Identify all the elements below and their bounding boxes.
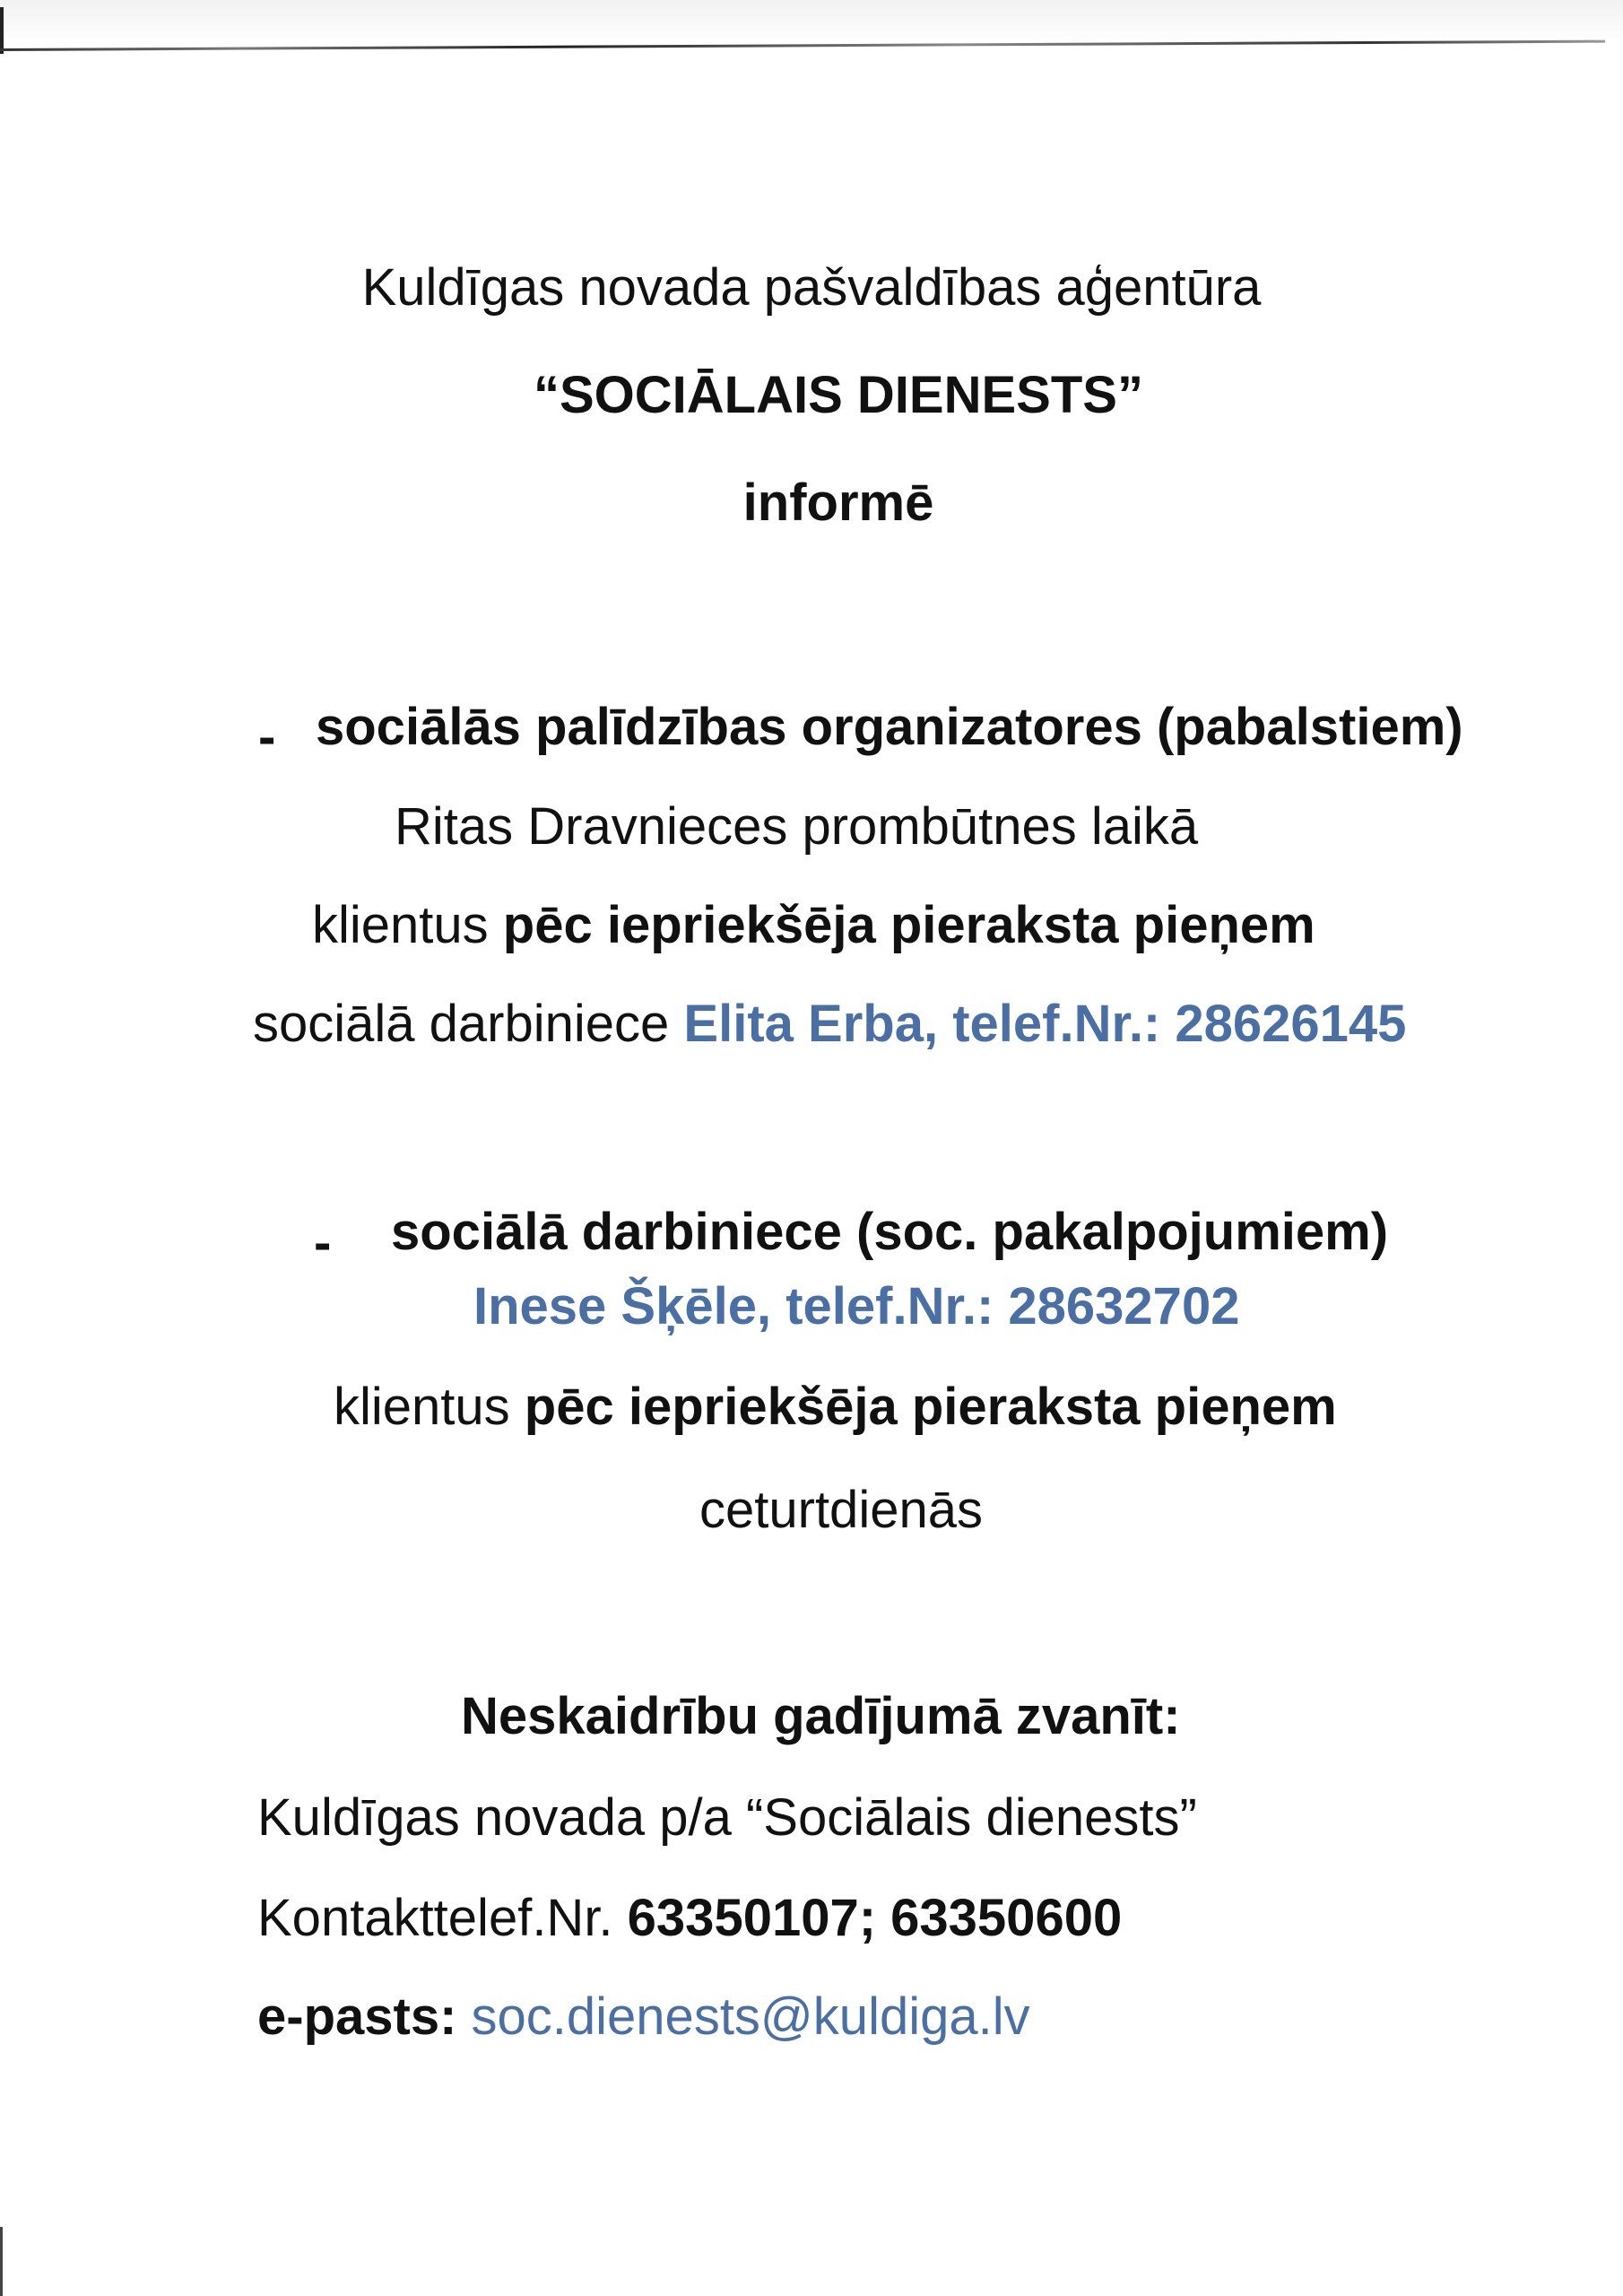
organization-line: Kuldīgas novada p/a “Sociālais dienests”: [257, 1788, 1197, 1847]
section-1-worker-line: [253, 995, 1407, 1053]
section-1-clients-line: [312, 896, 1315, 954]
phone-line: [257, 1889, 1123, 1947]
informs-heading: informē: [742, 474, 934, 532]
scan-shadow: [0, 0, 1623, 45]
bullet-dash: -: [314, 1213, 332, 1272]
contact-heading: Neskaidrību gadījumā zvanīt:: [461, 1687, 1181, 1745]
clients-appointment-note: pēc iepriekšēja pieraksta pieņem: [524, 1378, 1337, 1436]
email-line: [257, 1987, 1030, 2046]
clients-prefix: klientus: [334, 1378, 510, 1436]
reception-days: ceturtdienās: [699, 1481, 983, 1539]
email-label: e-pasts:: [257, 1987, 457, 2046]
scan-edge-mark: [0, 7, 4, 54]
absence-line: Ritas Dravnieces prombūtnes laikā: [395, 797, 1199, 856]
worker-contact-inese-skele: Inese Šķēle, telef.Nr.: 28632702: [473, 1277, 1240, 1335]
scan-edge-mark-bottom: [0, 2227, 3, 2296]
section-2-clients-line: [334, 1378, 1337, 1436]
phone-label: Kontakttelef.Nr.: [257, 1889, 613, 1947]
email-link[interactable]: soc.dienests@kuldiga.lv: [471, 1987, 1030, 2046]
worker-prefix: sociālā darbiniece: [253, 995, 670, 1053]
bullet-dash: -: [258, 708, 276, 766]
section-2-title: sociālā darbiniece (soc. pakalpojumiem): [391, 1203, 1389, 1261]
clients-appointment-note: pēc iepriekšēja pieraksta pieņem: [502, 896, 1315, 954]
phone-numbers: 63350107; 63350600: [627, 1889, 1123, 1947]
agency-line: Kuldīgas novada pašvaldības aģentūra: [361, 258, 1262, 317]
agency-name: “SOCIĀLAIS DIENESTS”: [534, 366, 1143, 424]
worker-contact-elita-erba: Elita Erba, telef.Nr.: 28626145: [683, 995, 1407, 1053]
section-1-title: sociālās palīdzības organizatores (pabalstiem): [316, 698, 1463, 756]
clients-prefix: klientus: [312, 896, 489, 954]
